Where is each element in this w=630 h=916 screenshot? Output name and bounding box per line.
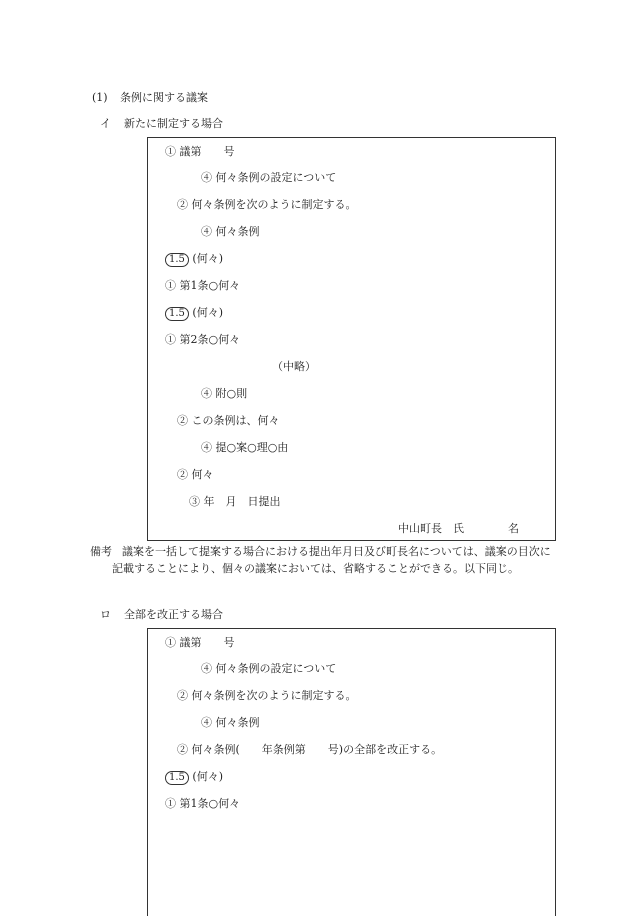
subsection-a-label: イ xyxy=(100,117,111,130)
box-a-reason-heading: ④ 提○案○理○由 xyxy=(201,441,289,454)
box-b-bill-number: ① 議第 号 xyxy=(165,636,235,649)
box-a-submission-date: ③ 年 月 日提出 xyxy=(189,495,281,508)
indent-badge: 1.5 xyxy=(165,253,189,267)
box-a-omitted: （中略） xyxy=(272,360,316,373)
box-a-caption-2: 1.5 (何々) xyxy=(165,306,223,321)
box-b-caption-1: 1.5 (何々) xyxy=(165,770,223,785)
subsection-b-title: 全部を改正する場合 xyxy=(124,608,223,621)
box-a-mayor-signature: 中山町長 氏 名 xyxy=(398,522,519,535)
box-a-supplementary: ④ 附○則 xyxy=(201,387,248,400)
box-a-ordinance-title: ④ 何々条例 xyxy=(201,225,260,238)
note-text: 議案を一括して提案する場合における提出年月日及び町長名については、議案の目次に記載することにより、個々の議案においては、省略することができる。以下同じ。 xyxy=(112,545,551,575)
box-a-article-1: ① 第1条○何々 xyxy=(165,279,241,292)
box-a-bill-number: ① 議第 号 xyxy=(165,145,235,158)
box-a-reason-text: ② 何々 xyxy=(177,468,214,481)
box-b-enact-statement: ② 何々条例を次のように制定する。 xyxy=(177,689,357,702)
subsection-b-label: ロ xyxy=(100,608,111,621)
box-b-bill-subject: ④ 何々条例の設定について xyxy=(201,662,337,675)
indent-badge: 1.5 xyxy=(165,771,189,785)
indent-badge: 1.5 xyxy=(165,307,189,321)
box-a-bill-subject: ④ 何々条例の設定について xyxy=(201,171,337,184)
box-a-article-2: ① 第2条○何々 xyxy=(165,333,241,346)
section-number: (1) xyxy=(92,91,108,104)
box-b-ordinance-title: ④ 何々条例 xyxy=(201,716,260,729)
section-title: 条例に関する議案 xyxy=(120,91,208,104)
box-a-caption-1: 1.5 (何々) xyxy=(165,252,223,267)
note-label: 備考 xyxy=(90,545,112,558)
box-b-amend-statement: ② 何々条例( 年条例第 号)の全部を改正する。 xyxy=(177,743,443,756)
box-a-enact-statement: ② 何々条例を次のように制定する。 xyxy=(177,198,357,211)
subsection-a-title: 新たに制定する場合 xyxy=(124,117,223,130)
box-b-article-1: ① 第1条○何々 xyxy=(165,797,241,810)
box-a-effective-clause: ② この条例は、何々 xyxy=(177,414,280,427)
